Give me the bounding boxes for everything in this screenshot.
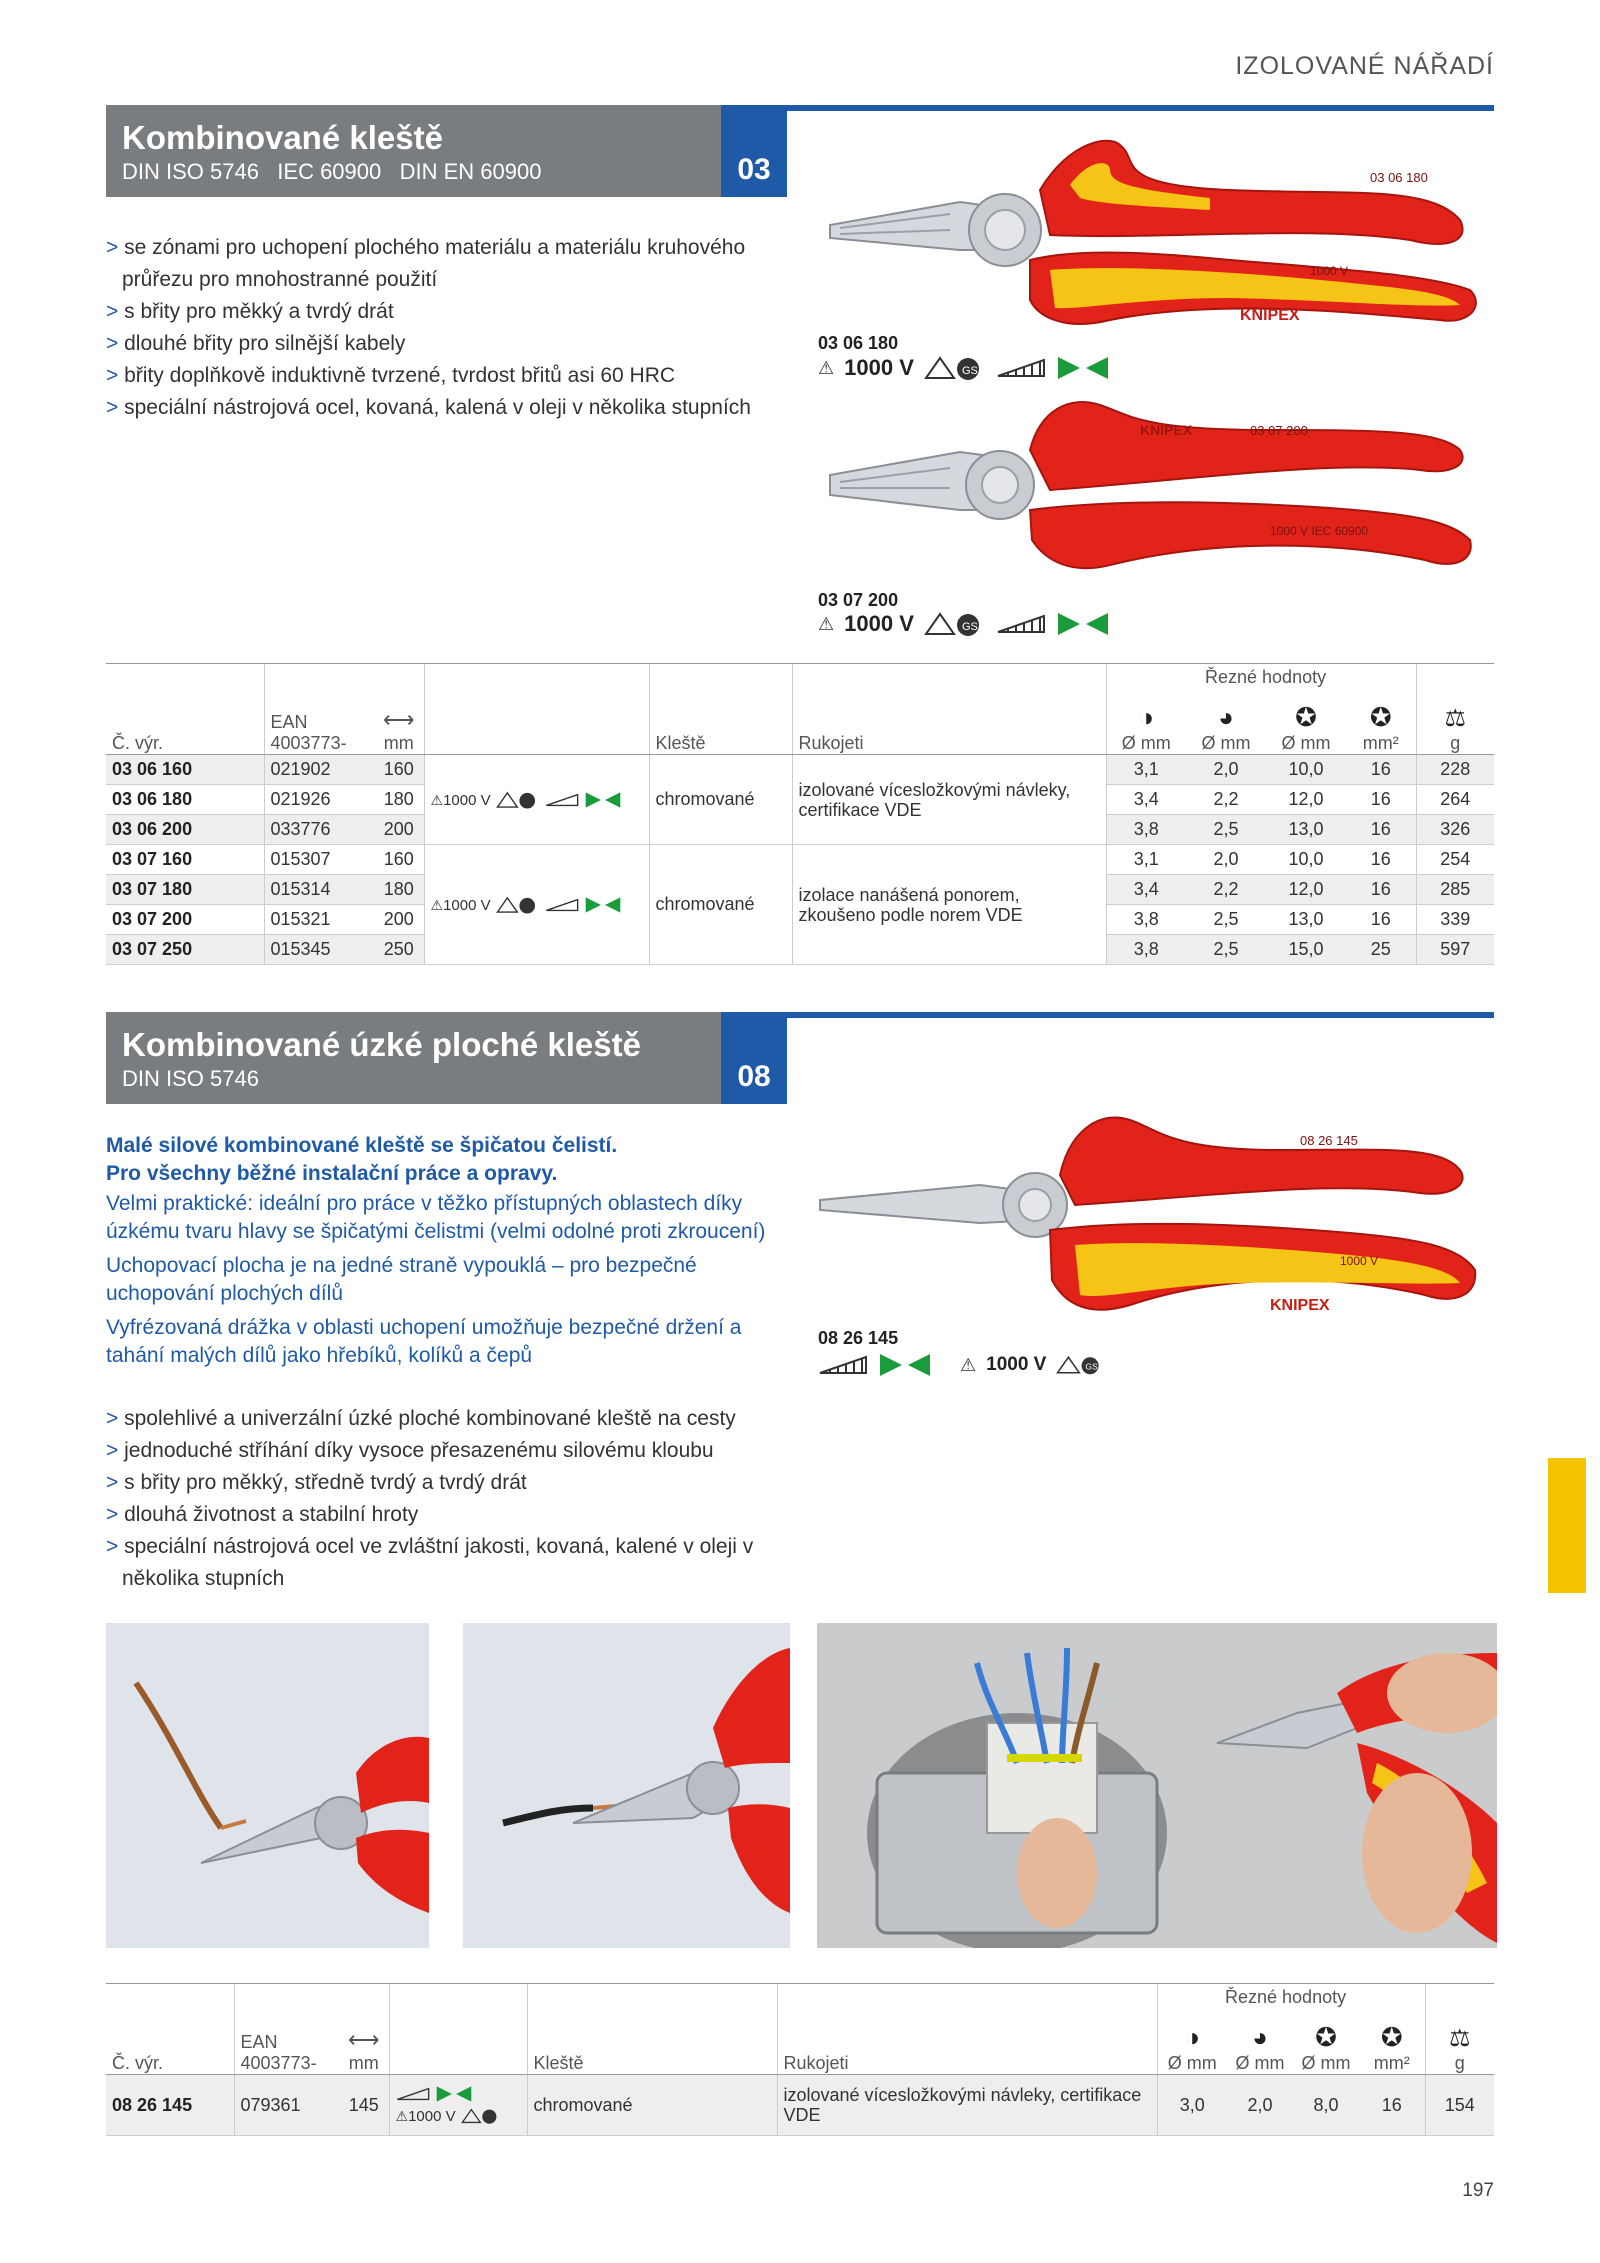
product2-bullets [106,1403,796,1595]
length-arrow-icon: ⟷ [382,707,415,732]
voltage-triangle-icon: ⚠ [818,357,835,378]
chapter-tab [1548,1458,1586,1593]
bullet-item: > s břity pro měkký a tvrdý drát [106,296,756,328]
bullet-item: > se zónami pro uchopení plochého materiálu a materiálu kruhového průřezu pro mnohostranné použití [106,232,756,296]
col-icons [389,1984,527,2075]
col-length: ⟷ mm [339,1984,389,2075]
vde-gs-icon [924,610,986,638]
col-icons [424,664,649,755]
svg-text:GS: GS [961,365,978,377]
bullet-item: > speciální nástrojová ocel ve zvláštní jakosti, kovaná, kalené v oleji v několika stupních [106,1531,796,1595]
half-circle-icon: ◑ [1184,2022,1201,2052]
col-ean: EAN 4003773- [264,664,374,755]
intro-paragraph: Vyfrézovaná drážka v oblasti uchopení umožňuje bezpečné držení a tahání malých dílů jako hřebíků, kolíků a čepů [106,1316,742,1367]
length-ruler-icon [545,791,579,809]
col-ean: EAN 4003773- [234,1984,339,2075]
vde-gs-icon [924,354,986,382]
wire-bundle-icon: ✪ [1315,2022,1337,2052]
col-cut-hard: ✪ Ø mm [1266,664,1346,755]
green-flag-icon [1056,355,1110,381]
product2-image-code: 08 26 145 [818,1328,899,1348]
photo-electrical-installation [817,1623,1497,1948]
voltage-triangle-icon: ⚠ [430,791,444,808]
voltage-triangle-icon: ⚠ [960,1354,977,1375]
product1-image1-icons [818,354,1110,382]
col-cut-cable: ✪ mm² [1359,1984,1425,2075]
col-pliers: Kleště [527,1984,777,2075]
length-ruler-icon [818,1353,868,1377]
voltage-triangle-icon: ⚠ [818,613,835,634]
voltage-label: 1000 V [844,611,914,636]
col-cut-soft: ◑ Ø mm [1106,664,1186,755]
handle-engraving: 03 07 200 [1250,423,1308,438]
bullet-item: > speciální nástrojová ocel, kovaná, kalená v oleji v několika stupních [106,392,756,424]
product1-table-group-header: Řezné hodnoty [1205,667,1327,687]
product1-image2-icons [818,610,1110,638]
green-flag-icon [878,1352,932,1378]
voltage-stamp: 1000 V [1340,1254,1379,1268]
col-length: ⟷ mm [374,664,424,755]
intro-bold-line: Pro všechny běžné instalační práce a opravy. [106,1162,558,1185]
product1-image2-code: 03 07 200 [818,590,899,610]
intro-paragraph: Velmi praktické: ideální pro práce v těžko přístupných oblastech díky úzkému tvaru hlavy se špičatými čelistmi (velmi odolné proti zkroucení) [106,1192,766,1243]
bullet-item: > břity doplňkově induktivně tvrzené, tvrdost břitů asi 60 HRC [106,360,756,392]
bullet-item: > s břity pro měkký, středně tvrdý a tvrdý drát [106,1467,796,1499]
col-cut-cable: ✪ mm² [1346,664,1416,755]
product2-standards: DIN ISO 5746 [122,1066,259,1091]
three-quarter-circle-icon: ◕ [1218,702,1234,732]
col-art: Č. výr. [106,664,264,755]
table-row: 03 07 180 015314 180 3,4 2,2 12,0 16 285 [106,875,1494,905]
vde-gs-icon [1056,1354,1104,1376]
svg-text:GS: GS [961,621,978,633]
brand-logo-text: KNIPEX [1240,307,1300,324]
product2-intro [106,1132,796,1370]
length-ruler-icon [996,612,1046,636]
table-row: 08 26 145 079361 145 ⚠1000 V chromované izolované vícesložkovými návleky, certifikace VDE 3,0 2,0 8,0 16 154 [106,2075,1494,2136]
vde-gs-icon [496,895,540,915]
voltage-triangle-icon: ⚠ [430,896,444,913]
header-rule [733,105,1494,111]
voltage-stamp: 1000 V IEC 60900 [1270,524,1369,538]
intro-bold-line: Malé silové kombinované kleště se špičatou čelistí. [106,1134,618,1157]
voltage-label: 1000 V [844,355,914,380]
table-header-row [106,1984,1494,2075]
col-cut-medium: ◕ Ø mm [1227,1984,1293,2075]
product2-header-rule [733,1012,1494,1018]
brand-logo-text: KNIPEX [1140,422,1193,438]
bullet-item: > spolehlivé a univerzální úzké ploché kombinované kleště na cesty [106,1403,796,1435]
length-ruler-icon [545,896,579,914]
product2-image-icons [818,1352,1104,1378]
wire-bundle-icon: ✪ [1295,702,1317,732]
handle-engraving: 03 06 180 [1370,170,1428,185]
vde-gs-icon [496,790,540,810]
pliers-image-082614 [810,1105,1490,1335]
product2-title: Kombinované úzké ploché kleště [122,1026,641,1063]
product1-image1-code: 03 06 180 [818,333,899,353]
brand-logo-text: KNIPEX [1270,1297,1330,1314]
voltage-label: 1000 V [443,791,491,809]
product2-table-group-header: Řezné hodnoty [1225,1987,1347,2007]
product1-bullets [106,232,756,424]
product1-spec-table [106,664,1494,965]
length-ruler-icon [996,356,1046,380]
table-row: 03 06 180 021926 180 3,4 2,2 12,0 16 264 [106,785,1494,815]
half-circle-icon: ◑ [1138,702,1155,732]
table-row: 03 06 200 033776 200 3,8 2,5 13,0 16 326 [106,815,1494,845]
scale-icon: ⚖ [1444,705,1466,732]
voltage-label: 1000 V [408,2108,456,2125]
col-weight: ⚖ g [1425,1984,1494,2075]
pliers-image-030618 [810,130,1490,340]
handle-engraving: 08 26 145 [1300,1133,1358,1148]
svg-text:GS: GS [1085,1361,1099,1372]
three-quarter-circle-icon: ◕ [1252,2022,1268,2052]
cable-section-icon: ✪ [1369,702,1392,732]
col-art: Č. výr. [106,1984,234,2075]
pliers-image-030720 [810,390,1490,600]
product1-code-badge: 03 [721,105,787,197]
intro-paragraph: Uchopovací plocha je na jedné straně vypouklá – pro bezpečné uchopování plochých dílů [106,1254,697,1305]
table-row: 03 06 160 021902 160 ⚠1000 V chromované izolované vícesložkovými návleky, certifikace VDE 3,1 2,0 10,0 16 228 [106,755,1494,785]
section-title: IZOLOVANÉ NÁŘADÍ [1235,52,1494,80]
bullet-item: > jednoduché stříhání díky vysoce přesazenému silovému kloubu [106,1435,796,1467]
green-flag-icon [1056,611,1110,637]
col-weight: ⚖ g [1416,664,1494,755]
table-row: 03 07 250 015345 250 3,8 2,5 15,0 25 597 [106,935,1494,965]
col-pliers: Kleště [649,664,792,755]
table-row: 03 07 160 015307 160 ⚠1000 V chromované izolace nanášená ponorem, zkoušeno podle norem VDE 3,1 2,0 10,0 16 254 [106,845,1494,875]
length-ruler-icon [396,2085,430,2103]
product2-spec-table [106,1984,1494,2136]
product1-header [106,105,721,197]
product2-code-badge: 08 [721,1012,787,1104]
table-row: 03 07 200 015321 200 3,8 2,5 13,0 16 339 [106,905,1494,935]
col-handles: Rukojeti [792,664,1106,755]
col-cut-medium: ◕ Ø mm [1186,664,1266,755]
product2-header [106,1012,721,1104]
table-header-row [106,664,1494,755]
voltage-triangle-icon: ⚠ [395,2108,409,2125]
page-number: 197 [1462,2180,1494,2201]
product1-standards: DIN ISO 5746 IEC 60900 DIN EN 60900 [122,159,542,184]
product1-title: Kombinované kleště [122,119,443,156]
bullet-item: > dlouhé břity pro silnější kabely [106,328,756,360]
scale-icon: ⚖ [1448,2025,1471,2052]
col-cut-hard: ✪ Ø mm [1293,1984,1359,2075]
voltage-label: 1000 V [443,896,491,914]
voltage-label: 1000 V [986,1354,1047,1375]
vde-gs-icon [461,2107,501,2125]
voltage-stamp: 1000 V [1310,264,1349,278]
green-flag-icon [584,791,622,809]
length-arrow-icon: ⟷ [347,2027,380,2052]
green-flag-icon [584,896,622,914]
col-handles: Rukojeti [777,1984,1157,2075]
photo-cutting-copper-wire [106,1623,429,1948]
cable-section-icon: ✪ [1380,2022,1403,2052]
green-flag-icon [435,2085,473,2103]
bullet-item: > dlouhá životnost a stabilní hroty [106,1499,796,1531]
col-cut-soft: ◑ Ø mm [1157,1984,1227,2075]
photo-stripping-wire [463,1623,790,1948]
